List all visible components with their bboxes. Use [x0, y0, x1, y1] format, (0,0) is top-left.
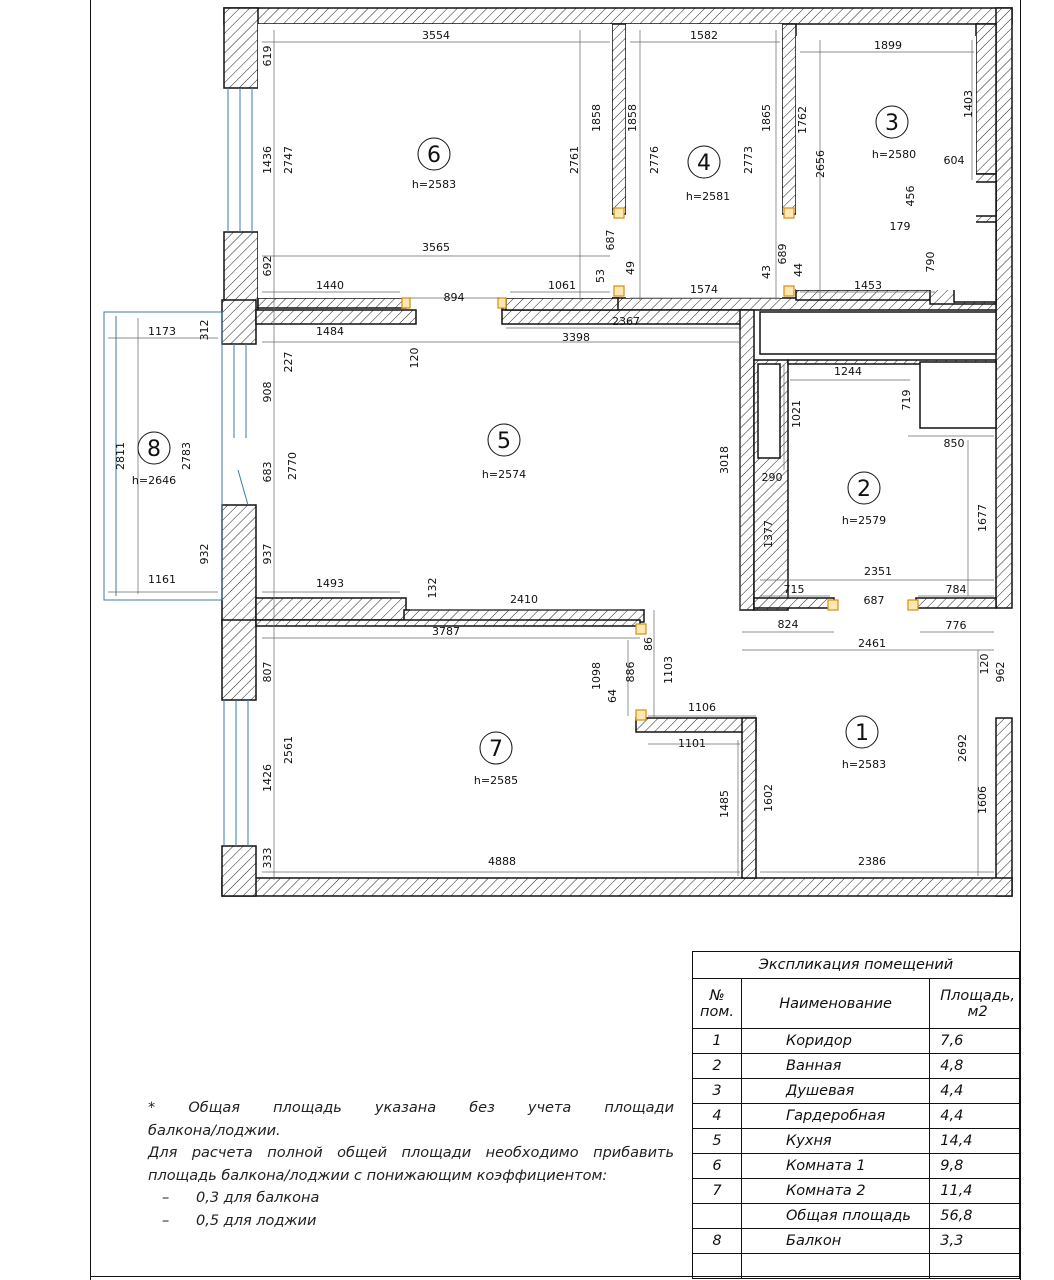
room-1-height: h=2583 [841, 758, 887, 771]
dim-label: 290 [761, 471, 783, 484]
dim-label: 132 [426, 577, 439, 599]
wall-right [996, 8, 1012, 608]
row-name: Гардеробная [742, 1104, 930, 1129]
dim-label: 86 [642, 637, 655, 651]
row-num: 7 [693, 1179, 742, 1204]
row-num [693, 1204, 742, 1229]
wall-top [224, 8, 1012, 24]
row-num: 8 [693, 1229, 742, 1254]
wall-right-lower [996, 718, 1012, 896]
dim-label: 2461 [858, 637, 886, 650]
explication-table [692, 951, 1020, 1279]
note-item-balcony [148, 1187, 674, 1210]
dim-label: 1453 [854, 279, 882, 292]
row-num: 4 [693, 1104, 742, 1129]
dim-label: 1484 [316, 325, 344, 338]
dim-label: 43 [760, 265, 773, 279]
row-area: 3,3 [930, 1229, 1020, 1254]
dim-label: 1021 [790, 400, 803, 428]
wall-6-bottom-r [506, 298, 618, 310]
explication-caption: Экспликация помещений [693, 952, 1020, 979]
dim-label: 2561 [282, 736, 295, 764]
row-name: Душевая [742, 1079, 930, 1104]
dim-label: 604 [943, 154, 965, 167]
room-8-number: 8 [147, 437, 161, 462]
row-name [742, 1254, 930, 1279]
dim-label: 1858 [626, 104, 639, 132]
room-6-height: h=2583 [411, 178, 457, 191]
row-area [930, 1254, 1020, 1279]
dim-label: 2351 [864, 565, 892, 578]
dim-label: 2410 [510, 593, 538, 606]
door-marker [784, 208, 794, 218]
shaft-5 [920, 362, 996, 428]
header-area: Площадь, м2 [930, 979, 1020, 1029]
wall-7-corr [636, 718, 756, 732]
table-row [693, 1029, 1020, 1054]
dim-label: 1858 [590, 104, 603, 132]
room-3-number: 3 [885, 111, 899, 136]
dim-label: 2656 [814, 150, 827, 178]
dim-label: 824 [777, 618, 799, 631]
table-row [693, 1079, 1020, 1104]
note-line: Для расчета полной общей площади необходимо прибавить [148, 1145, 674, 1161]
room-7-number: 7 [489, 737, 503, 762]
table-row [693, 1154, 1020, 1179]
dim-label: 2776 [648, 146, 661, 174]
row-area: 9,8 [930, 1154, 1020, 1179]
note-line: балкона/лоджии. [148, 1122, 281, 1139]
area-notes [148, 1097, 674, 1232]
dim-label: 179 [889, 220, 911, 233]
wall-5-7 [256, 598, 406, 620]
table-row [693, 1054, 1020, 1079]
dim-label: 227 [282, 351, 295, 373]
header-num: № пом. [693, 979, 742, 1029]
dim-label: 687 [863, 594, 885, 607]
dim-label: 2692 [956, 734, 969, 762]
row-area: 14,4 [930, 1129, 1020, 1154]
dim-label: 1244 [834, 365, 862, 378]
dim-label: 120 [978, 653, 991, 675]
row-name: Общая площадь [742, 1204, 930, 1229]
dim-label: 687 [604, 229, 617, 251]
dim-label: 2761 [568, 146, 581, 174]
note-item-text: 0,5 для лоджии [196, 1212, 317, 1229]
row-name: Ванная [742, 1054, 930, 1079]
dim-label: 1485 [718, 790, 731, 818]
dim-label: 1161 [148, 573, 176, 586]
dim-label: 1061 [548, 279, 576, 292]
dim-label: 1762 [796, 106, 809, 134]
room-1-number: 1 [855, 721, 869, 746]
door-marker [614, 208, 624, 218]
dim-label: 784 [945, 583, 967, 596]
note-dash: – [162, 1212, 170, 1229]
dim-label: 1606 [976, 786, 989, 814]
dim-label: 3787 [432, 625, 460, 638]
dim-label: 1582 [690, 29, 718, 42]
dim-label: 312 [198, 319, 211, 341]
dim-label: 64 [606, 689, 619, 703]
dim-label: 1865 [760, 104, 773, 132]
dim-label: 2770 [286, 452, 299, 480]
row-num: 1 [693, 1029, 742, 1054]
row-area: 4,4 [930, 1079, 1020, 1104]
row-name: Комната 1 [742, 1154, 930, 1179]
dim-label: 886 [624, 661, 637, 683]
dim-label: 683 [261, 461, 274, 483]
dim-label: 4888 [488, 855, 516, 868]
dim-label: 692 [261, 255, 274, 277]
room-2-number: 2 [857, 477, 871, 502]
room-2-height: h=2579 [841, 514, 887, 527]
dim-label: 790 [924, 251, 937, 273]
dim-label: 3018 [718, 446, 731, 474]
dim-label: 689 [776, 243, 789, 265]
row-name: Коридор [742, 1029, 930, 1054]
door-marker [784, 286, 794, 296]
dim-label: 1899 [874, 39, 902, 52]
dim-label: 1106 [688, 701, 716, 714]
door-marker [614, 286, 624, 296]
door-marker [402, 298, 410, 308]
dim-label: 2773 [742, 146, 755, 174]
room-4-number: 4 [697, 151, 711, 176]
table-row [693, 1229, 1020, 1254]
row-area: 4,8 [930, 1054, 1020, 1079]
dim-label: 1103 [662, 656, 675, 684]
wall-6-5 [258, 298, 406, 308]
dim-label: 3565 [422, 241, 450, 254]
header-name: Наименование [742, 979, 930, 1029]
row-area: 56,8 [930, 1204, 1020, 1229]
dim-label: 53 [594, 269, 607, 283]
room-3-height: h=2580 [871, 148, 917, 161]
dim-label: 1403 [962, 90, 975, 118]
dim-label: 2386 [858, 855, 886, 868]
wall-5-top [256, 310, 416, 324]
table-row [693, 1104, 1020, 1129]
door-marker [908, 600, 918, 610]
dim-label: 1426 [261, 764, 274, 792]
dim-label: 1493 [316, 577, 344, 590]
wall-left-kitchen [222, 300, 256, 344]
dim-label: 807 [261, 661, 274, 683]
dim-label: 908 [261, 381, 274, 403]
dim-label: 715 [783, 583, 805, 596]
note-dash: – [162, 1190, 170, 1206]
room-5-number: 5 [497, 429, 511, 454]
note-item-loggia [148, 1210, 674, 1233]
dim-label: 776 [945, 619, 967, 632]
wall-2-bottom [754, 598, 834, 608]
dim-label: 2747 [282, 146, 295, 174]
dim-label: 1677 [976, 504, 989, 532]
dim-label: 456 [904, 185, 917, 207]
row-area: 11,4 [930, 1179, 1020, 1204]
wall-left-room7 [222, 620, 256, 700]
wall-4-3 [782, 24, 796, 214]
dim-label: 2783 [180, 442, 193, 470]
dim-label: 932 [198, 543, 211, 565]
row-num [693, 1254, 742, 1279]
note-item-text: 0,3 для балкона [196, 1190, 320, 1206]
note-line: * Общая площадь указана без учета площади [148, 1100, 674, 1116]
wall-6-4 [612, 24, 626, 214]
dim-label: 44 [792, 263, 805, 277]
dim-label: 619 [261, 45, 274, 67]
room-8-height: h=2646 [131, 474, 177, 487]
row-name: Балкон [742, 1229, 930, 1254]
table-row [693, 1129, 1020, 1154]
row-area: 4,4 [930, 1104, 1020, 1129]
dim-label: 850 [943, 437, 965, 450]
row-num: 6 [693, 1154, 742, 1179]
row-num: 5 [693, 1129, 742, 1154]
door-marker [828, 600, 838, 610]
dim-label: 2367 [612, 315, 640, 328]
dim-label: 1098 [590, 662, 603, 690]
table-row-empty [693, 1254, 1020, 1279]
dim-label: 1574 [690, 283, 718, 296]
dim-label: 937 [261, 543, 274, 565]
dim-label: 1377 [762, 520, 775, 548]
wall-left-top [224, 8, 258, 88]
room-7-height: h=2585 [473, 774, 519, 787]
dim-label: 3554 [422, 29, 450, 42]
room-6-number: 6 [427, 143, 441, 168]
dim-label: 1436 [261, 146, 274, 174]
wall-2-bottom2 [916, 598, 996, 608]
dim-label: 120 [408, 347, 421, 369]
dim-label: 962 [994, 661, 1007, 683]
shaft-3 [760, 312, 996, 354]
note-line: площадь балкона/лоджии с понижающим коэффициентом: [148, 1167, 608, 1184]
wall-5-right [740, 310, 754, 610]
room-4-height: h=2581 [685, 190, 731, 203]
table-row [693, 1179, 1020, 1204]
table-row-total [693, 1204, 1020, 1229]
door-marker [636, 624, 646, 634]
row-num: 3 [693, 1079, 742, 1104]
room-5-height: h=2574 [481, 468, 527, 481]
dim-label: 719 [900, 389, 913, 411]
dim-label: 3398 [562, 331, 590, 344]
dim-label: 894 [443, 291, 465, 304]
dim-label: 333 [261, 847, 274, 869]
row-name: Кухня [742, 1129, 930, 1154]
dim-label: 1602 [762, 784, 775, 812]
door-marker [636, 710, 646, 720]
row-area: 7,6 [930, 1029, 1020, 1054]
wall-left-bottom [222, 846, 256, 896]
dim-label: 1440 [316, 279, 344, 292]
dim-label: 1101 [678, 737, 706, 750]
dim-label: 1173 [148, 325, 176, 338]
dim-label: 49 [624, 261, 637, 275]
row-name: Комната 2 [742, 1179, 930, 1204]
wall-left-kitchen2 [222, 505, 256, 625]
wall-3-right [976, 24, 996, 174]
door-marker [498, 298, 506, 308]
shaft-4 [758, 364, 780, 458]
wall-7-right [742, 718, 756, 878]
row-num: 2 [693, 1054, 742, 1079]
wall-bottom [222, 878, 1012, 896]
dim-label: 2811 [114, 442, 127, 470]
